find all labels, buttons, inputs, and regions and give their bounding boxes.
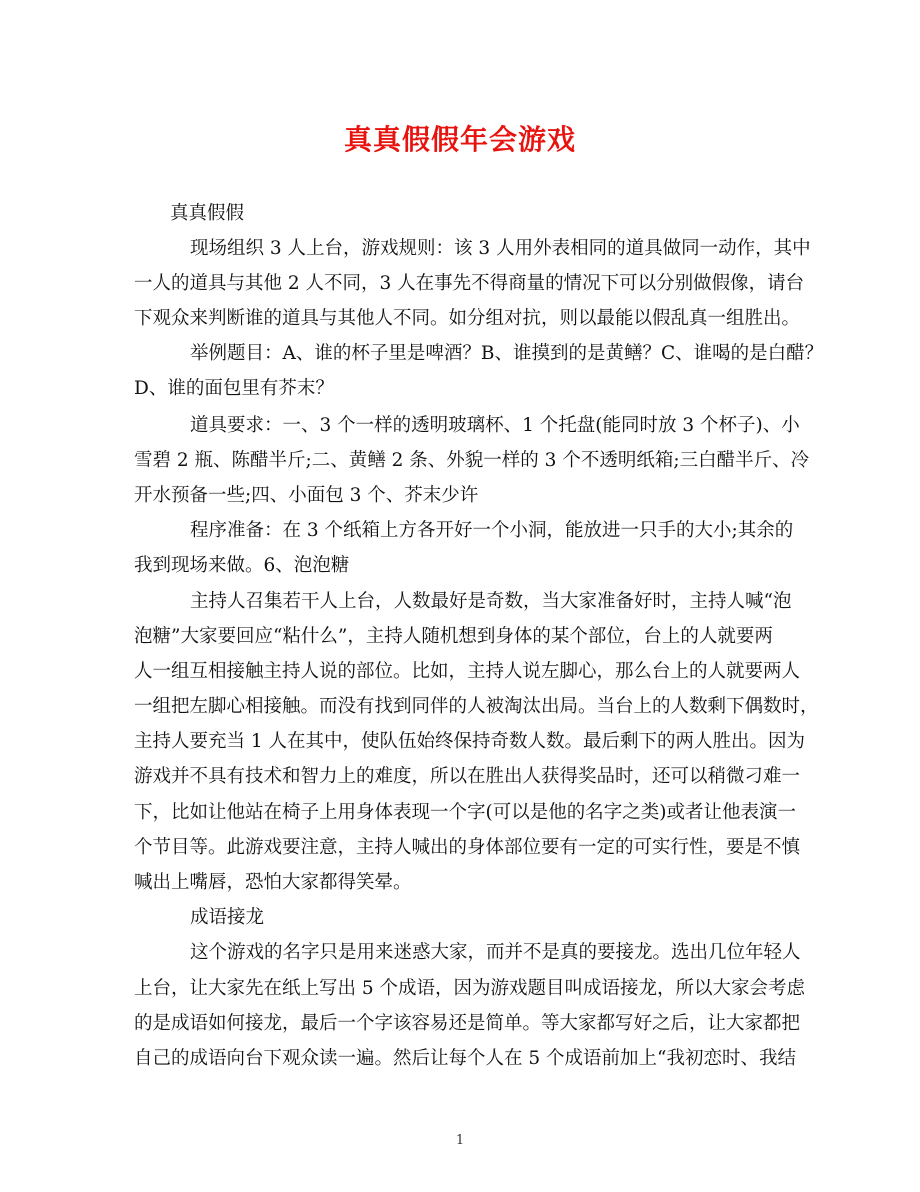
- paragraph-line: 现场组织 3 人上台，游戏规则：该 3 人用外表相同的道具做同一动作，其中: [190, 238, 811, 259]
- paragraph-line: 喊出上嘴唇，恐怕大家都得笑晕。: [134, 872, 412, 893]
- paragraph-line: 一组把左脚心相接触。而没有找到同伴的人被淘汰出局。当台上的人数剩下偶数时，: [134, 696, 819, 717]
- paragraph-line: 游戏并不具有技术和智力上的难度，所以在胜出人获得奖品时，还可以稍微刁难一: [134, 766, 801, 787]
- paragraph-line: 道具要求：一、3 个一样的透明玻璃杯、1 个托盘(能同时放 3 个杯子)、小: [190, 415, 800, 436]
- paragraph-line: 个节目等。此游戏要注意，主持人喊出的身体部位要有一定的可实行性，要是不慎: [134, 837, 801, 858]
- page-number: 1: [455, 1133, 465, 1148]
- paragraph-line: 下，比如让他站在椅子上用身体表现一个字(可以是他的名字之类)或者让他表演一: [134, 802, 796, 823]
- paragraph-line: 泡糖”大家要回应“粘什么”，主持人随机想到身体的某个部位，台上的人就要两: [134, 626, 773, 647]
- paragraph-line: 举例题目：A、谁的杯子里是啤酒？B、谁摸到的是黄鳝？C、谁喝的是白醋？: [190, 343, 824, 364]
- paragraph-line: 人一组互相接触主持人说的部位。比如，主持人说左脚心，那么台上的人就要两人: [134, 661, 801, 682]
- paragraph-line: 程序准备：在 3 个纸箱上方各开好一个小洞，能放进一只手的大小;其余的: [190, 520, 794, 541]
- paragraph-line: 上台，让大家先在纸上写出 5 个成语，因为游戏题目叫成语接龙，所以大家会考虑: [134, 978, 806, 999]
- paragraph-line: 下观众来判断谁的道具与其他人不同。如分组对抗，则以最能以假乱真一组胜出。: [134, 308, 801, 329]
- paragraph-line: 主持人要充当 1 人在其中，使队伍始终保持奇数人数。最后剩下的两人胜出。因为: [134, 731, 806, 752]
- section-heading: 成语接龙: [190, 907, 265, 928]
- paragraph-line: 主持人召集若干人上台，人数最好是奇数，当大家准备好时，主持人喊“泡: [190, 591, 792, 612]
- paragraph-line: 这个游戏的名字只是用来迷惑大家，而并不是真的要接龙。选出几位年轻人: [190, 942, 801, 963]
- paragraph-line: 的是成语如何接龙，最后一个字该容易还是简单。等大家都写好之后，让大家都把: [134, 1013, 801, 1034]
- paragraph-line: 雪碧 2 瓶、陈醋半斤;二、黄鳝 2 条、外貌一样的 3 个不透明纸箱;三白醋半斤、冷: [134, 450, 810, 471]
- paragraph-line: 一人的道具与其他 2 人不同，3 人在事先不得商量的情况下可以分别做假像，请台: [134, 273, 805, 294]
- paragraph-line: D、谁的面包里有芥末？: [134, 378, 334, 399]
- paragraph-line: 我到现场来做。6、泡泡糖: [134, 555, 350, 576]
- section-heading: 真真假假: [170, 203, 245, 224]
- paragraph-line: 自己的成语向台下观众读一遍。然后让每个人在 5 个成语前加上“我初恋时、我结: [134, 1048, 796, 1069]
- paragraph-line: 开水预备一些;四、小面包 3 个、芥末少许: [134, 485, 479, 506]
- document-title: 真真假假年会游戏: [343, 123, 576, 156]
